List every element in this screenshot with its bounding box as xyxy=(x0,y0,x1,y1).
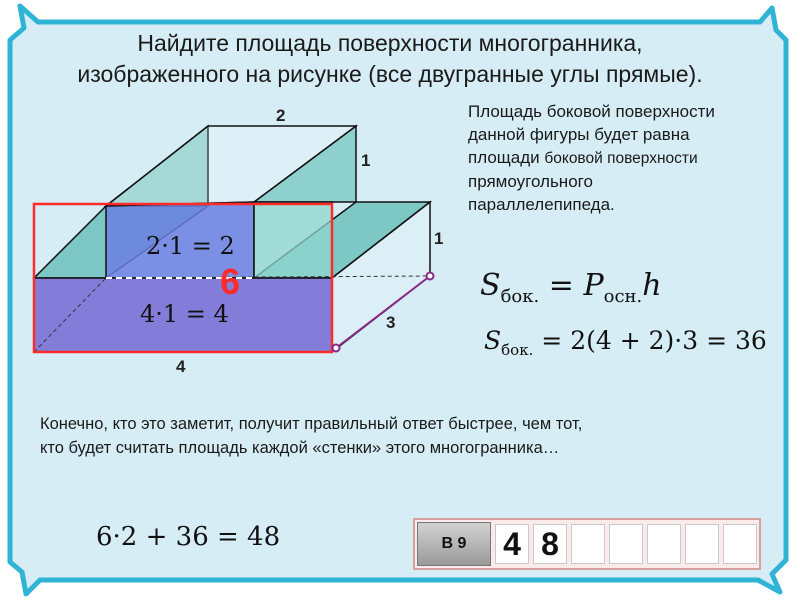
dim-depth: 3 xyxy=(386,313,396,332)
answer-cell-6 xyxy=(685,524,719,564)
dim-top: 2 xyxy=(276,106,286,125)
depth-marker-2 xyxy=(427,273,434,280)
front-upper-right-face xyxy=(254,202,332,278)
answer-box xyxy=(413,518,761,570)
side-line-2: данной фигуры будет равна xyxy=(468,125,690,144)
side-line-5: параллелепипеда. xyxy=(468,195,615,214)
lower-face-formula: 4·1 = 4 xyxy=(140,300,229,328)
f1-s: S xyxy=(480,268,501,303)
side-line-4: прямоугольного xyxy=(468,172,593,191)
f2-s: S xyxy=(484,326,502,355)
front-area-label: 6 xyxy=(220,261,241,302)
f2-sub: бок. xyxy=(501,341,534,359)
answer-cell-1: 4 xyxy=(495,524,529,564)
dim-right-lower: 1 xyxy=(434,229,444,248)
f1-sub1: бок. xyxy=(500,286,540,307)
answer-cell-7 xyxy=(723,524,757,564)
final-formula: 6·2 + 36 = 48 xyxy=(96,522,281,552)
formula-lateral-value xyxy=(484,326,767,359)
title-line-2: изображенного на рисунке (все двугранные углы прямые). xyxy=(77,61,703,87)
note-text xyxy=(40,412,780,460)
depth-marker-1 xyxy=(333,345,340,352)
f1-sub2: осн. xyxy=(603,286,643,307)
formula-lateral-area xyxy=(480,268,662,307)
upper-face-formula: 2·1 = 2 xyxy=(146,232,235,260)
answer-cell-5 xyxy=(647,524,681,564)
side-line-3b: боковой поверхности xyxy=(544,150,698,167)
answer-cell-4 xyxy=(609,524,643,564)
answer-cell-3 xyxy=(571,524,605,564)
f1-eq: = xyxy=(539,268,584,303)
note-line-1: Конечно, кто это заметит, получит правильный ответ быстрее, чем тот, xyxy=(40,415,583,433)
dim-bottom: 4 xyxy=(176,357,186,376)
side-line-3 xyxy=(468,146,798,170)
side-line-3a: площади xyxy=(468,148,545,167)
dim-right-upper: 1 xyxy=(361,151,371,170)
f1-h: h xyxy=(642,268,662,303)
side-line-1: Площадь боковой поверхности xyxy=(468,102,715,121)
answer-cell-2: 8 xyxy=(533,524,567,564)
note-line-2: кто будет считать площадь каждой «стенки» этого многогранника… xyxy=(40,439,560,457)
title-line-1: Найдите площадь поверхности многогранника, xyxy=(137,30,643,56)
f1-p: P xyxy=(583,268,604,303)
side-explanation xyxy=(468,100,798,216)
f2-rhs: = 2(4 + 2)·3 = 36 xyxy=(533,326,767,355)
variant-label: В 9 xyxy=(417,522,491,566)
